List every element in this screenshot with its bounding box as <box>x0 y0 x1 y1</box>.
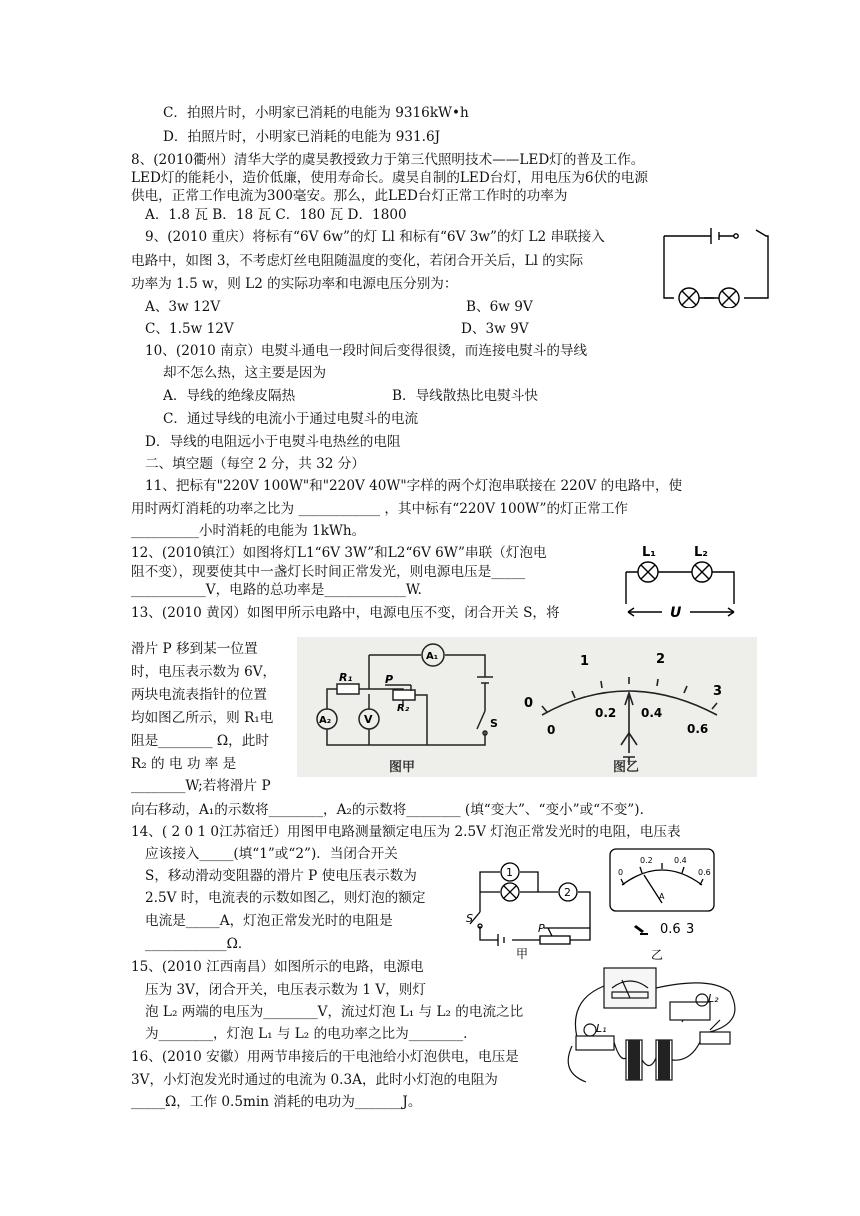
q9-stem-3: 功率为 1.5 w，则 L2 的实际功率和电源电压分别为： <box>131 276 458 292</box>
q10-option-d: D．导线的电阻远小于电熨斗电热丝的电阻 <box>145 434 401 450</box>
q11-stem-1: 11、把标有"220V 100W"和"220V 40W"字样的两个灯泡串联接在 220V 的电路中，使 <box>145 478 683 494</box>
q13-meter-top-0: 0 <box>524 696 534 711</box>
q12-stem-3: ___________V，电路的总功率是____________W. <box>131 582 422 598</box>
q13-s-label: S <box>490 717 498 730</box>
q10-option-b: B．导线散热比电熨斗快 <box>392 388 538 404</box>
q13-stem-9: 向右移动，A₁的示数将________，A₂的示数将________ (填“变大”、“变小”或“不变”)． <box>131 802 654 818</box>
q15-stem-2: 压为 3V，闭合开关，电压表示数为 1 V，则灯 <box>145 982 426 998</box>
q14-meter-1-label: 1 <box>506 866 513 879</box>
q14-ammeter-unit: A <box>659 892 665 901</box>
q15-stem-1: 15、(2010 江西南昌）如图所示的电路，电源电 <box>131 959 424 975</box>
q9-option-b: B、6w 9V <box>466 299 533 315</box>
q12-u-label: U <box>670 605 682 621</box>
q13-meter-top-1: 1 <box>580 654 590 669</box>
q11-stem-2: 用时两灯消耗的功率之比为 ____________ ，其中标有“220V 100W”的灯正常工作 <box>131 501 629 517</box>
q14-ammeter-tick-1: 0.2 <box>640 856 653 865</box>
q9-circuit-diagram <box>656 226 774 308</box>
q13-stem-2: 滑片 P 移到某一位置 <box>131 641 258 657</box>
q14-ammeter-tick-2: 0.4 <box>674 856 687 865</box>
q14-p-label: P <box>538 922 545 935</box>
q11-stem-3: __________小时消耗的电能为 1kWh。 <box>131 523 366 539</box>
q9-stem-1: 9、(2010 重庆）将标有“6V 6w”的灯 Ll 和标有“6V 3w”的灯 L2 串联接入 <box>145 229 605 245</box>
q9-option-a: A、3w 12V <box>145 299 221 315</box>
q15-stem-3: 泡 L₂ 两端的电压为________V，流过灯泡 L₁ 与 L₂ 的电流之比 <box>145 1004 524 1020</box>
q13-meter-bottom-2: 0.4 <box>641 706 663 720</box>
q15-circuit-photo <box>560 962 750 1092</box>
q13-stem-4: 两块电流表指针的位置 <box>131 687 267 703</box>
q14-terminal-1: 0.6 <box>660 922 681 937</box>
q13-circuit-jia <box>297 637 517 777</box>
q10-stem-2: 却不怎么热，这主要是因为 <box>163 365 327 381</box>
q14-circuit-jia <box>458 850 608 960</box>
q9-stem-2: 电路中，如图 3，不考虑灯丝电阻随温度的变化，若闭合开关后，Ll 的实际 <box>131 253 584 269</box>
q13-meter-bottom-1: 0.2 <box>595 706 617 720</box>
q14-stem-6: ____________Ω． <box>145 936 252 952</box>
q7-option-c: C．拍照片时，小明家已消耗的电能为 9316kW•h <box>163 105 469 121</box>
q8-stem-3: 供电，正常工作电流为300毫安。那么，此LED台灯正常工作时的功率为 <box>131 188 568 204</box>
q10-option-a: A．导线的绝缘皮隔热 <box>163 388 296 404</box>
q13-p-label: P <box>385 673 394 686</box>
q16-stem-2: 3V，小灯泡发光时通过的电流为 0.3A，此时小灯泡的电阻为 <box>131 1072 498 1088</box>
q10-option-c: C．通过导线的电流小于通过电熨斗的电流 <box>163 411 419 427</box>
q13-a1-label: A₁ <box>426 651 439 662</box>
q14-stem-1: 14、( 2 0 1 0江苏宿迁）用图甲电路测量额定电压为 2.5V 灯泡正常发光时的电阻，电压表 <box>131 824 681 840</box>
q14-s-label: S <box>466 912 473 925</box>
q14-stem-2: 应该接入_____(填“1”或“2”)．当闭合开关 <box>145 846 398 862</box>
q14-terminal-2: 3 <box>686 922 695 937</box>
q16-stem-3: _____Ω，工作 0.5min 消耗的电功为_______J。 <box>131 1094 422 1110</box>
q14-ammeter-tick-0: 0 <box>618 868 624 877</box>
q13-stem-1: 13、(2010 黄冈）如图甲所示电路中，电源电压不变，闭合开关 S，将 <box>131 605 560 621</box>
q13-caption-jia: 图甲 <box>389 760 416 775</box>
q13-meter-bottom-0: 0 <box>547 723 556 737</box>
q15-l1-label: L₁ <box>596 1022 607 1035</box>
q12-stem-1: 12、(2010镇江）如图将灯L1“6V 3W”和L2“6V 6W”串联（灯泡电 <box>131 545 547 561</box>
q13-a2-label: A₂ <box>319 715 332 726</box>
q13-caption-yi: 图乙 <box>613 760 640 775</box>
q13-stem-3: 时，电压表示数为 6V， <box>131 664 277 680</box>
q14-ammeter-yi <box>604 845 722 963</box>
q14-stem-3: S，移动滑动变阻器的滑片 P 使电压表示数为 <box>145 868 417 884</box>
q15-l2-label: L₂ <box>708 992 719 1005</box>
q14-ammeter-tick-3: 0.6 <box>698 868 711 877</box>
q16-stem-1: 16、(2010 安徽）用两节串接后的干电池给小灯泡供电，电压是 <box>131 1049 519 1065</box>
q8-stem-1: 8、(2010衢州）清华大学的虞昊教授致力于第三代照明技术——LED灯的普及工作。 <box>131 152 645 168</box>
q13-stem-7: R₂ 的 电 功 率 是 <box>131 756 237 772</box>
q13-meter-bottom-3: 0.6 <box>687 722 709 736</box>
q13-meter-top-2: 2 <box>656 652 666 667</box>
q9-option-d: D、3w 9V <box>461 321 529 337</box>
q14-terminal-neg <box>634 925 644 933</box>
q14-caption-jia: 甲 <box>516 947 529 960</box>
q13-meter-top-3: 3 <box>713 684 723 699</box>
q8-options: A．1.8 瓦 B．18 瓦 C．180 瓦 D．1800 <box>145 207 407 223</box>
q13-figure-panel <box>297 637 757 777</box>
q14-meter-2-label: 2 <box>564 886 571 899</box>
q13-v-label: V <box>364 713 373 726</box>
q9-option-c: C、1.5w 12V <box>145 321 234 337</box>
q15-stem-4: 为________，灯泡 L₁ 与 L₂ 的电功率之比为________. <box>145 1026 468 1042</box>
q13-stem-6: 阻是________ Ω，此时 <box>131 733 269 749</box>
section-heading: 二、填空题（每空 2 分，共 32 分） <box>145 456 365 472</box>
q12-circuit-diagram <box>616 542 746 626</box>
q10-stem-1: 10、(2010 南京）电熨斗通电一段时间后变得很烫，而连接电熨斗的导线 <box>145 343 588 359</box>
q13-meter-yi <box>517 637 757 777</box>
q12-l2-label: L₂ <box>694 545 708 560</box>
q13-r1-label: R₁ <box>339 671 353 684</box>
q13-stem-5: 均如图乙所示，则 R₁电 <box>131 710 274 726</box>
q13-stem-8: ________W;若将滑片 P <box>131 778 271 794</box>
q13-r2-label: R₂ <box>397 703 410 714</box>
q14-caption-yi: 乙 <box>651 948 664 962</box>
q14-stem-5: 电流是_____A，灯泡正常发光时的电阻是 <box>145 913 393 929</box>
q12-l1-label: L₁ <box>642 545 656 560</box>
q14-stem-4: 2.5V 时，电流表的示数如图乙，则灯泡的额定 <box>145 890 426 906</box>
q8-stem-2: LED灯的能耗小，造价低廉，使用寿命长。虞昊自制的LED台灯，用电压为6伏的电源 <box>131 170 648 186</box>
q7-option-d: D．拍照片时，小明家已消耗的电能为 931.6J <box>163 129 441 145</box>
q12-stem-2: 阻不变），现要使其中一盏灯长时间正常发光，则电源电压是_____ <box>131 564 526 580</box>
